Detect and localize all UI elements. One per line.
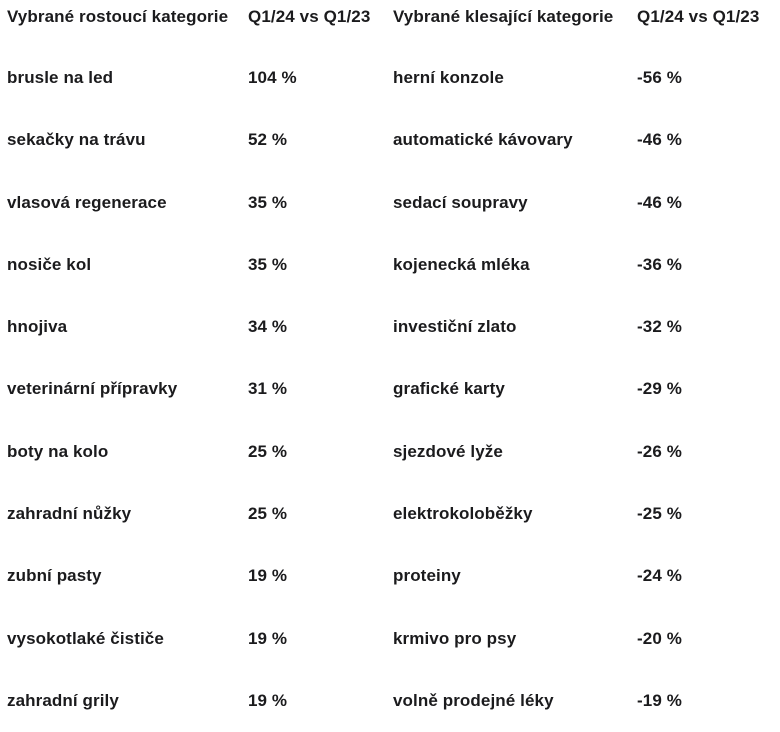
table-row [0, 47, 780, 109]
declining-category-label: kojenecká mléka [393, 254, 530, 274]
declining-category-label: automatické kávovary [393, 130, 573, 150]
growing-categories-header: Vybrané rostoucí kategorie [7, 7, 229, 26]
table-row [0, 296, 780, 358]
growing-category-label: veterinární přípravky [7, 379, 178, 399]
growing-value-label: 52 % [248, 130, 288, 150]
growing-value-label: 35 % [248, 254, 288, 274]
declining-categories-header: Vybrané klesající kategorie [393, 7, 614, 26]
declining-category-label: proteiny [393, 566, 461, 586]
declining-value-label: -46 % [637, 130, 682, 150]
growing-category-label: nosiče kol [7, 254, 92, 274]
growing-category-label: zubní pasty [7, 566, 102, 586]
growing-value-label: 104 % [248, 68, 297, 88]
table-row [0, 172, 780, 234]
declining-category-label: grafické karty [393, 379, 505, 399]
growing-category-label: zahradní grily [7, 690, 119, 710]
declining-value-label: -29 % [637, 379, 682, 399]
growing-category-label: vlasová regenerace [7, 192, 167, 212]
table-row [0, 545, 780, 607]
declining-value-label: -36 % [637, 254, 682, 274]
growing-value-label: 31 % [248, 379, 288, 399]
table-row [0, 483, 780, 545]
declining-category-label: sjezdové lyže [393, 441, 503, 461]
declining-category-label: sedací soupravy [393, 192, 528, 212]
growing-category-label: sekačky na trávu [7, 130, 146, 150]
growing-value-label: 25 % [248, 503, 288, 523]
declining-value-label: -46 % [637, 192, 682, 212]
declining-category-label: investiční zlato [393, 317, 517, 337]
growing-value-label: 25 % [248, 441, 288, 461]
declining-value-label: -26 % [637, 441, 682, 461]
table-header-row [0, 0, 780, 47]
growing-category-label: boty na kolo [7, 441, 109, 461]
growing-period-header: Q1/24 vs Q1/23 [248, 7, 371, 26]
declining-value-label: -32 % [637, 317, 682, 337]
declining-value-label: -24 % [637, 566, 682, 586]
growing-value-label: 19 % [248, 690, 288, 710]
growing-value-label: 19 % [248, 566, 288, 586]
table-row [0, 670, 780, 732]
declining-value-label: -25 % [637, 503, 682, 523]
table-row [0, 607, 780, 669]
growing-category-label: zahradní nůžky [7, 503, 132, 523]
table-row [0, 109, 780, 171]
declining-category-label: volně prodejné léky [393, 690, 554, 710]
declining-value-label: -20 % [637, 628, 682, 648]
table-row [0, 234, 780, 296]
declining-value-label: -19 % [637, 690, 682, 710]
declining-category-label: elektrokoloběžky [393, 503, 533, 523]
table-row [0, 358, 780, 420]
growing-value-label: 34 % [248, 317, 288, 337]
declining-period-header: Q1/24 vs Q1/23 [637, 7, 760, 26]
declining-value-label: -56 % [637, 68, 682, 88]
declining-category-label: krmivo pro psy [393, 628, 517, 648]
growing-category-label: hnojiva [7, 317, 68, 337]
growing-value-label: 19 % [248, 628, 288, 648]
declining-category-label: herní konzole [393, 68, 504, 88]
growing-category-label: brusle na led [7, 68, 114, 88]
growing-category-label: vysokotlaké čističe [7, 628, 164, 648]
table-row [0, 421, 780, 483]
growing-value-label: 35 % [248, 192, 288, 212]
